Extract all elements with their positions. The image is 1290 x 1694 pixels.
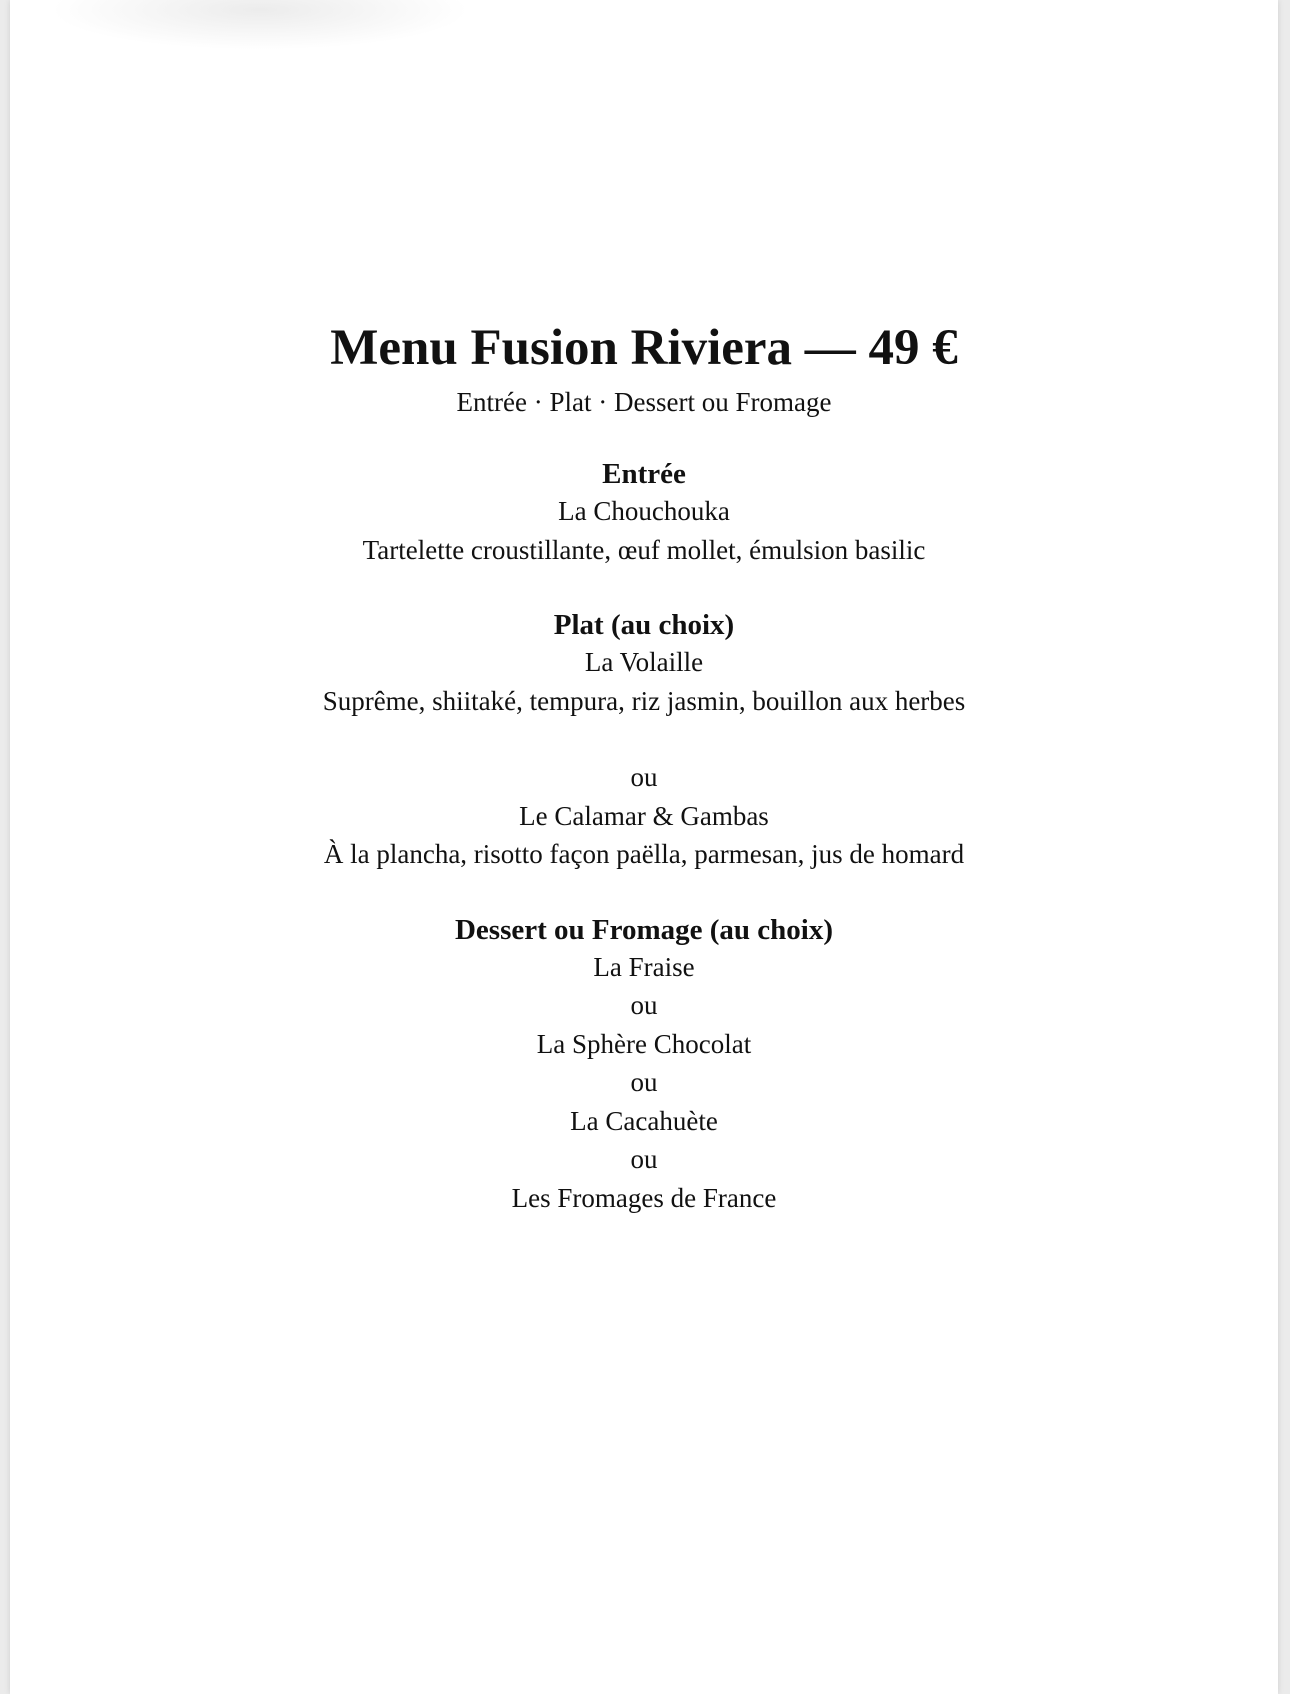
section-title-plat: Plat (au choix) (553, 609, 735, 641)
dish-description: Tartelette croustillante, œuf mollet, émulsion basilic (362, 534, 926, 565)
section-plat (10, 607, 1278, 874)
dish-description: Suprême, shiitaké, tempura, riz jasmin, bouillon aux herbes (322, 685, 966, 716)
dish-name: Les Fromages de France (511, 1182, 777, 1213)
menu-subtitle: Entrée · Plat · Dessert ou Fromage (456, 387, 832, 417)
section-title-entree: Entrée (602, 458, 686, 490)
choice-separator: ou (630, 1144, 658, 1174)
choice-separator: ou (630, 762, 658, 792)
dish-name: La Volaille (584, 647, 704, 677)
dish-description: À la plancha, risotto façon paëlla, parmesan, jus de homard (323, 839, 965, 869)
scan-shadow (50, 0, 470, 50)
dish-name: La Chouchouka (558, 496, 730, 526)
dish-name: La Fraise (593, 951, 695, 982)
section-title-dessert: Dessert ou Fromage (au choix) (454, 913, 833, 946)
choice-separator: ou (630, 990, 658, 1020)
dish-name: Le Calamar & Gambas (519, 800, 769, 831)
dish-name: La Sphère Chocolat (536, 1028, 752, 1059)
section-dessert (10, 912, 1278, 1218)
menu-content (10, 318, 1278, 1217)
spacer (10, 720, 1278, 758)
dish-name: La Cacahuète (570, 1105, 718, 1136)
menu-page (10, 0, 1278, 1694)
menu-title: Menu Fusion Riviera — 49 € (330, 320, 958, 376)
section-entree (10, 456, 1278, 569)
choice-separator: ou (630, 1067, 658, 1097)
